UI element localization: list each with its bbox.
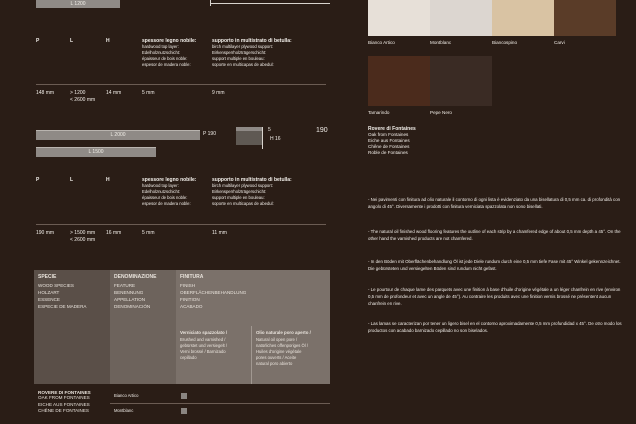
denominazione-column: DENOMINAZIONE FEATURE BENENNUNG APPELLATION DENOMINACIÓN (114, 274, 157, 309)
col-header-p: P (36, 177, 40, 183)
value-l-min: > 1200 (70, 90, 86, 96)
note-spanish: - Las lamas se caracterizan por tener un ligero bisel en el contorno aproximadamente 0,5 mm profundidad x 45°. De otro modo los productos con acabado barnizado cepillado no son biselados. (368, 321, 622, 333)
swatch-bianco-artico (368, 0, 430, 36)
specie-column: SPECIE WOOD SPECIES HOLZART ESSENCE ESPECIE DE MADERA (38, 274, 87, 309)
note-italian: - Nei pavimenti con finitura ad olio naturale il contorno di ogni lista è evidenziato da una bisellatura di 0,5 mm ca. di profondità con angolo di 45°. Diversamente i prodotti con finitura verniciata spazzolata non sono bisellati. (368, 197, 621, 209)
swatch-label: Bianco Artico (368, 40, 395, 45)
swatch-pepe-nero (430, 56, 492, 106)
value-l-max: < 2600 mm (70, 97, 96, 103)
col-header-h: H (106, 177, 110, 183)
note-english: - The natural oil finished wood flooring features the outline of each strip by a chamfered edge of about 0,5 mm depth a 45°. On the other hand the varnished products are not chamfered. (368, 229, 621, 241)
swatch-tamarindo (368, 56, 430, 106)
top-divider-tick (210, 0, 211, 6)
plank-length-label: L 1500 (88, 149, 104, 155)
swatch-label: Pepe Nero (430, 110, 452, 115)
spessore-label-block: spessore legno nobile: hardwood top layer: Edelholznutzschicht: épaisseur de bois noble: espesor de madera noble: (142, 177, 197, 206)
table-row-divider (110, 403, 330, 404)
swatch-label: Montblanc (430, 40, 452, 45)
spessore-label-block: spessore legno nobile: hardwood top layer: Edelholznutzschicht: épaisseur de bois noble: espesor de madera noble: (142, 38, 197, 67)
swatch-biancospino (492, 0, 554, 36)
table-divider-vertical (251, 326, 252, 384)
swatch-carvi (554, 0, 616, 36)
note-german: - In den Böden mit Oberflächenbehandlung Öl ist jede Diele rundum durch eine 0,5 mm tiefe Fase mit 45° Winkel gekennzeichnet. Die gebürsteten und versiegelten Böden sind rundum nicht gefast. (368, 259, 621, 271)
finish-available-marker (181, 393, 187, 399)
row-divider (36, 84, 326, 85)
top-divider-line (210, 3, 330, 4)
rovere-column: ROVERE DI FONTAINES OAK FROM FONTAINES EICHE AUS FONTAINES CHÊNE DE FONTAINES (38, 390, 91, 413)
col-header-l: L (70, 177, 74, 183)
olio-column: Olio naturale poro aperto / Natural oil open pore / natürliches offenporiges Öl / Huiles d'origine végétale pores ouverts / Aceite natural poro abierto (256, 330, 311, 366)
value-l-max: < 2600 mm (70, 237, 96, 243)
plank-bar-1200 (36, 0, 120, 8)
plank-length-label: L 2000 (110, 132, 126, 138)
finish-available-marker (181, 408, 187, 414)
value-p: 148 mm (36, 90, 55, 96)
supporto-label-block: supporto in multistrato di betulla: birch multilayer plywood support: Birkensperrholzträgerschicht: support multiple en bouleau: soporte en multicapas de abedul: (212, 38, 292, 67)
plank-length-label: L 1200 (70, 1, 86, 7)
table-row-bianco-artico: Bianco Artico (114, 393, 139, 398)
value-spessore: 5 mm (142, 230, 155, 236)
table-row-montblanc: Montblanc (114, 408, 134, 413)
swatch-montblanc (430, 0, 492, 36)
swatch-label: Tamarindo (368, 110, 390, 115)
value-h: 16 mm (106, 230, 122, 236)
plank-bar-2000 (36, 130, 200, 140)
value-supporto: 9 mm (212, 90, 225, 96)
value-l-min: > 1500 mm (70, 230, 96, 236)
plank-bar-1500 (36, 147, 156, 157)
col-header-l: L (70, 38, 74, 44)
swatch-label: Biancospino (492, 40, 518, 45)
value-p: 190 mm (36, 230, 55, 236)
rovere-title-block: Rovere di Fontaines Oak from Fontaines Eiche aus Fontaines Chêne de Fontaines Roble de Fontaines (368, 126, 416, 155)
value-spessore: 5 mm (142, 90, 155, 96)
row-divider (36, 224, 326, 225)
profile-width-number: 190 (316, 127, 328, 134)
value-h: 14 mm (106, 90, 122, 96)
col-header-p: P (36, 38, 40, 44)
plank-width-label: P 190 (203, 131, 216, 137)
swatch-label: Carvi (554, 40, 565, 45)
profile-top-label: 5 (268, 127, 271, 133)
profile-height-label: H 16 (270, 136, 281, 142)
finitura-column: FINITURA FINISH OBERFLÄCHENBEHANDLUNG FINITION ACABADO (180, 274, 247, 309)
col-header-h: H (106, 38, 110, 44)
supporto-label-block: supporto in multistrato di betulla: birch multilayer plywood support: Birkensperrholzträgerschicht: support multiple en bouleau: soporte en multicapas de abedul: (212, 177, 292, 206)
verniciato-column: Verniciato spazzolato / Brushed and varnished / gebürstet und versiegelt / Verni brossé / Barnizado cepillado (180, 330, 228, 360)
plank-profile (236, 127, 262, 149)
value-supporto: 11 mm (212, 230, 227, 236)
note-french: - Le pourtour de chaque lame des parquets avec une finition à base d'huile d'origine végétale a un léger chanfrein en rive (environ 0,5 mm de profondeur et avec un angle de 45°). Au contraire les produits avec une finition vernis brossé ne présentent aucun chanfrein en rive. (368, 287, 621, 306)
